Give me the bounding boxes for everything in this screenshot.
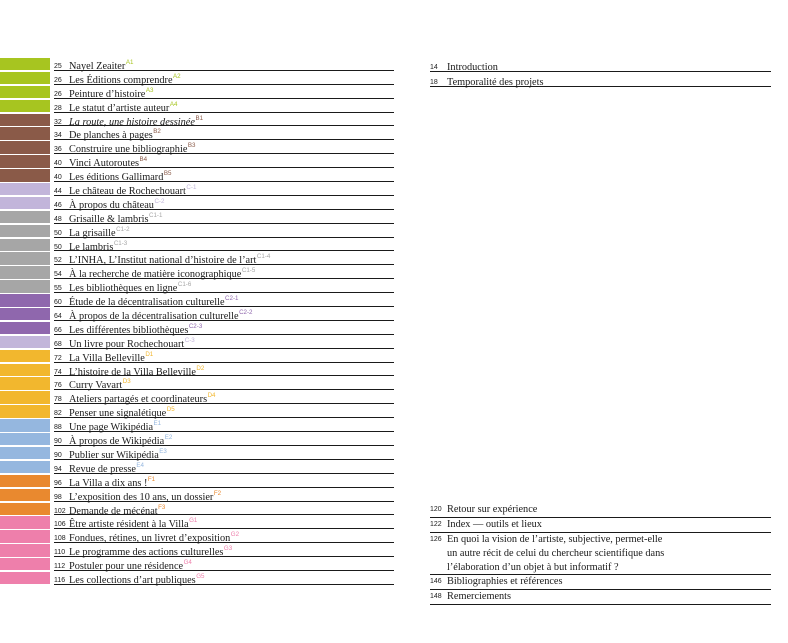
entry-title: Un livre pour Rochechouart: [69, 338, 185, 350]
toc-entry-text: [54, 278, 394, 293]
page-number: 68: [54, 340, 62, 348]
entry-title: Publier sur Wikipédia: [69, 449, 159, 461]
section-code: B2: [153, 128, 161, 136]
toc-entry-text: [54, 84, 394, 99]
entry-title: À propos du château: [69, 199, 154, 211]
page-number: 146: [430, 578, 442, 586]
page-number: 36: [54, 146, 62, 154]
toc-entry[interactable]: [0, 335, 394, 349]
section-code: G1: [189, 517, 198, 525]
toc-entry-text: [54, 195, 394, 210]
page-number: 90: [54, 438, 62, 446]
section-code: C-1: [186, 184, 197, 192]
section-code: F1: [147, 475, 156, 483]
page-number: 14: [430, 64, 438, 71]
entry-title: De planches à pages: [69, 130, 153, 142]
toc-entry-text: [54, 181, 394, 196]
toc-entry-text: [430, 72, 771, 86]
section-code: D3: [122, 378, 131, 386]
entry-title: L’INHA, L’Institut national d’histoire de l’art: [69, 255, 257, 267]
entry-title: Bibliographies et références: [447, 576, 563, 588]
toc-entry[interactable]: [0, 376, 394, 390]
section-code: B1: [195, 114, 204, 122]
toc-entry-line: [430, 575, 771, 589]
section-code: A4: [169, 100, 178, 108]
page-number: 98: [54, 493, 62, 501]
section-code: E1: [153, 420, 162, 428]
toc-entry[interactable]: [0, 307, 394, 321]
page-number: 94: [54, 465, 62, 473]
entry-title: Grisaille & lambris: [69, 213, 149, 225]
page-number: 112: [54, 563, 66, 571]
toc-entry-line: [430, 518, 771, 532]
page-number: 76: [54, 382, 62, 390]
color-swatch: [0, 114, 50, 126]
color-swatch: [0, 433, 50, 445]
entry-title: La route, une histoire dessinée: [69, 116, 195, 128]
page-number: 102: [54, 507, 66, 515]
color-swatch: [0, 308, 50, 320]
entry-title: La grisaille: [69, 227, 116, 239]
entry-title: Demande de mécénat: [69, 505, 158, 517]
section-code: E4: [136, 461, 144, 469]
toc-entry-text: [54, 417, 394, 432]
page-number: 48: [54, 215, 62, 223]
entry-title: Le programme des actions culturelles: [69, 547, 224, 559]
color-swatch: [0, 225, 50, 237]
color-swatch: [0, 461, 50, 473]
toc-entry[interactable]: [0, 404, 394, 418]
page-number: 120: [430, 506, 442, 513]
section-code: G4: [183, 559, 192, 567]
page-number: 110: [54, 549, 66, 557]
toc-entry[interactable]: [0, 571, 394, 585]
page-number: 55: [54, 285, 62, 293]
toc-entry-text: [54, 542, 394, 557]
toc-entry-text: [54, 223, 394, 238]
page-number: 74: [54, 368, 62, 376]
color-swatch: [0, 364, 50, 376]
section-code: G5: [196, 572, 205, 580]
entry-title: Le statut d’artiste auteur: [69, 102, 170, 114]
toc-entry[interactable]: [0, 349, 394, 363]
section-code: C1-1: [149, 211, 163, 219]
page-number: 44: [54, 188, 62, 196]
entry-title: Temporalité des projets: [447, 76, 544, 88]
toc-entry[interactable]: [0, 529, 394, 543]
section-code: C1-4: [256, 253, 271, 261]
toc-entry-text: [54, 362, 394, 377]
page-number: 40: [54, 174, 62, 182]
toc-entry[interactable]: [0, 71, 394, 85]
entry-title: Ateliers partagés et coordinateurs: [69, 394, 208, 406]
toc-entry[interactable]: [0, 238, 394, 252]
section-code: D1: [145, 350, 154, 358]
toc-entry-line: [430, 561, 771, 575]
color-swatch: [0, 516, 50, 528]
page-number: 52: [54, 257, 62, 265]
toc-entry[interactable]: [0, 543, 394, 557]
toc-entry-text: [54, 98, 394, 113]
color-swatch: [0, 336, 50, 348]
entry-title: À propos de Wikipédia: [69, 436, 165, 448]
page-number: 126: [430, 535, 442, 543]
section-code: B5: [163, 170, 172, 178]
color-swatch: [0, 322, 50, 334]
color-swatch: [0, 183, 50, 195]
toc-right-top: [430, 57, 771, 87]
toc-entry-text: [54, 334, 394, 349]
toc-entry-text: [54, 487, 394, 502]
toc-entry-text: [54, 556, 394, 571]
toc-entry-line: [430, 590, 771, 604]
toc-right-bottom: [430, 503, 771, 605]
entry-title: Retour sur expérience: [447, 504, 538, 515]
toc-entry-text: [54, 459, 394, 474]
toc-entry-line: [430, 547, 771, 561]
section-code: C2-3: [188, 322, 203, 330]
toc-entry-text: [430, 57, 771, 71]
page-number: 60: [54, 299, 62, 307]
page-number: 54: [54, 271, 62, 279]
color-swatch: [0, 530, 50, 542]
toc-entry[interactable]: [0, 557, 394, 571]
entry-title: Nayel Zeaiter: [69, 61, 126, 72]
toc-entry[interactable]: [0, 418, 394, 432]
section-code: E2: [164, 434, 173, 442]
section-code: D4: [207, 392, 216, 400]
toc-entry[interactable]: [0, 460, 394, 474]
entry-title: Fondues, rétines, un livret d’exposition: [69, 533, 231, 545]
page-number: 28: [54, 104, 62, 112]
entry-title: Construire une bibliographie: [69, 144, 188, 156]
section-code: C-3: [184, 336, 195, 344]
color-swatch: [0, 280, 50, 292]
color-swatch: [0, 252, 50, 264]
toc-entry[interactable]: [0, 196, 394, 210]
page-number: 32: [54, 118, 62, 126]
toc-entry-text: [54, 348, 394, 363]
page-number: 78: [54, 396, 62, 404]
toc-left-column: [0, 57, 394, 585]
toc-entry-text: [54, 389, 394, 404]
color-swatch: [0, 211, 50, 223]
page-number: 88: [54, 424, 62, 432]
section-code: F2: [213, 489, 222, 497]
color-swatch: [0, 197, 50, 209]
section-code: E3: [159, 447, 167, 455]
entry-title: La Villa a dix ans !: [69, 477, 148, 489]
section-code: C1-5: [241, 267, 256, 275]
toc-entry-text: [54, 264, 394, 279]
color-swatch: [0, 544, 50, 556]
color-swatch: [0, 266, 50, 278]
toc-entry[interactable]: [0, 515, 394, 529]
page-number: 108: [54, 535, 66, 543]
toc-entry[interactable]: [430, 575, 771, 590]
toc-entry-text: [54, 403, 394, 418]
entry-title: Postuler pour une résidence: [69, 561, 184, 573]
page-number: 46: [54, 201, 62, 209]
page-number: 26: [54, 76, 62, 84]
page-number: 106: [54, 521, 66, 529]
toc-entry[interactable]: [0, 154, 394, 168]
entry-title: L’exposition des 10 ans, un dossier: [69, 491, 214, 503]
entry-title: Index — outils et lieux: [447, 518, 542, 530]
color-swatch: [0, 72, 50, 84]
page-number: 50: [54, 229, 62, 237]
toc-entry-text: [54, 473, 394, 488]
toc-entry[interactable]: [430, 72, 771, 87]
page-number: 50: [54, 243, 62, 251]
toc-entry[interactable]: [0, 446, 394, 460]
entry-title: Le lambris: [69, 241, 114, 253]
section-code: C1-6: [177, 281, 192, 289]
toc-entry-line: [430, 503, 771, 517]
toc-entry-text: [54, 528, 394, 543]
toc-entry-text: [54, 306, 394, 321]
entry-title: L’histoire de la Villa Belleville: [69, 366, 196, 378]
toc-entry[interactable]: [0, 85, 394, 99]
entry-title: Penser une signalétique: [69, 408, 167, 420]
section-code: D5: [166, 406, 175, 414]
toc-entry[interactable]: [0, 182, 394, 196]
entry-title: Vinci Autoroutes: [69, 158, 140, 170]
section-code: A3: [145, 86, 154, 94]
color-swatch: [0, 419, 50, 431]
color-swatch: [0, 169, 50, 181]
toc-entry[interactable]: [0, 168, 394, 182]
toc-entry-text: [54, 501, 394, 516]
toc-entry-text: [54, 431, 394, 446]
entry-title: Étude de la décentralisation culturelle: [69, 297, 225, 309]
toc-entry[interactable]: [0, 224, 394, 238]
toc-entry-text: [54, 375, 394, 390]
color-swatch: [0, 141, 50, 153]
toc-entry[interactable]: [0, 363, 394, 377]
entry-title: Revue de presse: [69, 463, 136, 475]
toc-entry[interactable]: [0, 502, 394, 516]
toc-entry-text: [54, 320, 394, 335]
entry-title: Les Éditions comprendre: [69, 74, 173, 86]
entry-title: Les bibliothèques en ligne: [69, 283, 178, 295]
entry-title: Les collections d’art publiques: [69, 574, 196, 586]
color-swatch: [0, 127, 50, 139]
toc-entry-text: [54, 445, 394, 460]
page-number: 26: [54, 90, 62, 98]
page-number: 40: [54, 160, 62, 168]
toc-entry[interactable]: [0, 140, 394, 154]
toc-entry[interactable]: [430, 503, 771, 518]
color-swatch: [0, 447, 50, 459]
section-code: C1-3: [113, 239, 128, 247]
color-swatch: [0, 294, 50, 306]
page-number: 122: [430, 520, 442, 528]
color-swatch: [0, 86, 50, 98]
entry-title: Être artiste résident à la Villa: [69, 519, 189, 531]
toc-entry-text: [54, 237, 394, 252]
toc-entry[interactable]: [430, 590, 771, 605]
entry-title: La Villa Belleville: [69, 352, 145, 364]
color-swatch: [0, 155, 50, 167]
color-swatch: [0, 58, 50, 70]
color-swatch: [0, 239, 50, 251]
page-number: 34: [54, 132, 62, 140]
color-swatch: [0, 405, 50, 417]
toc-entry[interactable]: [0, 432, 394, 446]
color-swatch: [0, 489, 50, 501]
section-code: B4: [139, 156, 148, 164]
entry-title: Introduction: [447, 62, 498, 73]
section-code: C-2: [154, 197, 165, 205]
toc-entry[interactable]: [0, 390, 394, 404]
toc-entry[interactable]: [0, 126, 394, 140]
toc-entry[interactable]: [0, 321, 394, 335]
toc-entry[interactable]: [0, 57, 394, 71]
page-number: 82: [54, 410, 62, 418]
page-number: 148: [430, 593, 442, 601]
entry-title: Les éditions Gallimard: [69, 172, 164, 184]
section-code: A1: [125, 59, 134, 66]
color-swatch: [0, 503, 50, 515]
entry-title: À propos de la décentralisation culturelle: [69, 311, 239, 323]
toc-entry[interactable]: [0, 251, 394, 265]
page-number: 18: [430, 78, 438, 86]
section-code: D2: [196, 364, 205, 372]
section-code: C2-1: [225, 295, 239, 303]
entry-title: un autre récit de celui du chercheur scientifique dans: [447, 547, 665, 559]
entry-title: En quoi la vision de l’artiste, subjective, permet-elle: [447, 533, 663, 545]
page-number: 72: [54, 354, 62, 362]
toc-entry-line: [430, 533, 771, 547]
entry-title: Une page Wikipédia: [69, 422, 154, 434]
color-swatch: [0, 572, 50, 584]
section-code: G3: [223, 545, 233, 553]
toc-entry-text: [54, 153, 394, 168]
toc-entry-text: [54, 139, 394, 154]
toc-entry-text: [54, 167, 394, 182]
section-code: C1-2: [116, 225, 130, 233]
toc-entry-text: [54, 514, 394, 529]
color-swatch: [0, 475, 50, 487]
toc-entry[interactable]: [430, 57, 771, 72]
entry-title: Peinture d’histoire: [69, 88, 146, 100]
toc-entry-text: [54, 112, 394, 127]
color-swatch: [0, 377, 50, 389]
section-code: G2: [230, 531, 240, 539]
color-swatch: [0, 100, 50, 112]
toc-entry-text: [54, 70, 394, 85]
toc-entry[interactable]: [0, 293, 394, 307]
toc-entry-text: [54, 209, 394, 224]
section-code: B3: [187, 142, 196, 150]
toc-entry[interactable]: [0, 474, 394, 488]
toc-entry[interactable]: [430, 518, 771, 533]
toc-entry[interactable]: [0, 210, 394, 224]
page-number: 64: [54, 313, 62, 321]
color-swatch: [0, 350, 50, 362]
toc-entry-text: [54, 125, 394, 140]
page-number: 116: [54, 576, 66, 584]
section-code: F3: [158, 503, 166, 511]
entry-title: Remerciements: [447, 591, 512, 603]
page-number: 66: [54, 326, 62, 334]
entry-title: Le château de Rochechouart: [69, 186, 186, 198]
page-number: 90: [54, 451, 62, 459]
entry-title: l’élaboration d’un objet à but informatif ?: [447, 561, 619, 573]
toc-entry-text: [54, 56, 394, 71]
toc-entry[interactable]: [0, 279, 394, 293]
entry-title: À la recherche de matière iconographique: [69, 269, 242, 281]
section-code: C2-2: [239, 309, 253, 317]
toc-entry[interactable]: [0, 99, 394, 113]
toc-entry-text: [54, 292, 394, 307]
toc-entry[interactable]: [0, 113, 394, 127]
entry-title: Les différentes bibliothèques: [69, 324, 189, 336]
color-swatch: [0, 558, 50, 570]
toc-entry-text: [54, 570, 394, 585]
entry-title: Curry Vavart: [69, 380, 123, 392]
page-number: 96: [54, 479, 62, 487]
toc-entry[interactable]: [430, 533, 771, 576]
toc-entry[interactable]: [0, 265, 394, 279]
toc-entry[interactable]: [0, 488, 394, 502]
toc-entry-text: [54, 250, 394, 265]
color-swatch: [0, 391, 50, 403]
page-number: 25: [54, 63, 62, 70]
section-code: A2: [173, 72, 181, 80]
